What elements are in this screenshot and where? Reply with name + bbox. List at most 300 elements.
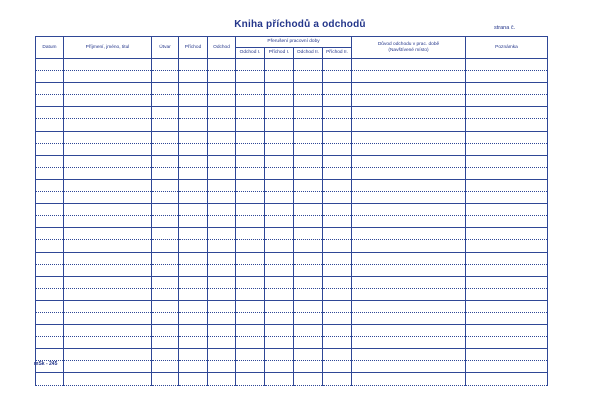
table-cell [208, 312, 236, 324]
table-cell [466, 288, 548, 300]
table-cell [323, 373, 352, 385]
table-cell [236, 361, 265, 373]
table-cell [323, 325, 352, 337]
table-cell [208, 179, 236, 191]
table-cell [236, 312, 265, 324]
table-cell [236, 95, 265, 107]
table-cell [179, 276, 208, 288]
page-title: Kniha příchodů a odchodů [234, 19, 366, 30]
table-row [36, 240, 548, 252]
table-cell [64, 143, 152, 155]
table-cell [152, 288, 179, 300]
table-cell [152, 300, 179, 312]
table-cell [352, 192, 466, 204]
table-cell [466, 361, 548, 373]
table-cell [294, 288, 323, 300]
table-row [36, 264, 548, 276]
table-cell [352, 95, 466, 107]
table-cell [64, 325, 152, 337]
table-cell [294, 83, 323, 95]
table-cell [208, 143, 236, 155]
table-cell [36, 300, 64, 312]
col-prichod: Příchod [179, 37, 208, 59]
table-cell [236, 107, 265, 119]
table-cell [36, 59, 64, 71]
table-cell [236, 204, 265, 216]
table-cell [265, 349, 294, 361]
table-cell [236, 240, 265, 252]
table-cell [179, 252, 208, 264]
table-row [36, 167, 548, 179]
table-cell [236, 228, 265, 240]
table-cell [323, 131, 352, 143]
form-code: mSk - 245 [34, 361, 58, 367]
attendance-table [35, 36, 548, 386]
table-cell [466, 59, 548, 71]
table-cell [152, 83, 179, 95]
table-cell [36, 216, 64, 228]
table-cell [466, 240, 548, 252]
table-cell [466, 337, 548, 349]
table-cell [294, 300, 323, 312]
table-cell [323, 179, 352, 191]
table-cell [179, 167, 208, 179]
table-row [36, 204, 548, 216]
table-cell [265, 264, 294, 276]
table-row [36, 95, 548, 107]
table-cell [265, 192, 294, 204]
table-cell [294, 192, 323, 204]
table-cell [466, 373, 548, 385]
table-cell [179, 155, 208, 167]
table-cell [36, 240, 64, 252]
table-cell [352, 155, 466, 167]
table-cell [352, 216, 466, 228]
table-cell [265, 95, 294, 107]
table-cell [64, 131, 152, 143]
table-cell [36, 167, 64, 179]
table-cell [265, 312, 294, 324]
table-cell [265, 276, 294, 288]
table-cell [352, 288, 466, 300]
table-cell [236, 252, 265, 264]
table-cell [294, 264, 323, 276]
table-row [36, 192, 548, 204]
table-cell [265, 143, 294, 155]
table-cell [323, 83, 352, 95]
table-cell [352, 119, 466, 131]
table-cell [265, 216, 294, 228]
table-cell [152, 131, 179, 143]
table-cell [179, 179, 208, 191]
table-cell [323, 228, 352, 240]
table-cell [208, 300, 236, 312]
table-cell [294, 155, 323, 167]
table-cell [179, 95, 208, 107]
table-cell [294, 325, 323, 337]
table-cell [179, 337, 208, 349]
table-cell [36, 337, 64, 349]
table-cell [208, 107, 236, 119]
table-cell [294, 228, 323, 240]
table-cell [236, 288, 265, 300]
table-cell [466, 216, 548, 228]
table-cell [152, 143, 179, 155]
table-cell [36, 83, 64, 95]
table-cell [466, 71, 548, 83]
table-cell [265, 288, 294, 300]
table-cell [265, 83, 294, 95]
table-cell [352, 204, 466, 216]
table-cell [352, 167, 466, 179]
table-cell [64, 179, 152, 191]
table-cell [152, 204, 179, 216]
table-cell [64, 95, 152, 107]
table-cell [152, 179, 179, 191]
table-row [36, 119, 548, 131]
table-row [36, 155, 548, 167]
table-row [36, 325, 548, 337]
table-cell [36, 228, 64, 240]
table-cell [352, 264, 466, 276]
table-row [36, 107, 548, 119]
table-cell [294, 204, 323, 216]
table-cell [179, 143, 208, 155]
table-cell [466, 264, 548, 276]
table-cell [152, 228, 179, 240]
col-poznamka: Poznámka [466, 37, 548, 59]
table-cell [36, 349, 64, 361]
table-cell [323, 312, 352, 324]
table-cell [36, 288, 64, 300]
table-cell [152, 325, 179, 337]
table-cell [64, 216, 152, 228]
table-cell [152, 276, 179, 288]
table-cell [208, 95, 236, 107]
table-cell [64, 167, 152, 179]
table-cell [236, 325, 265, 337]
table-cell [64, 107, 152, 119]
page-number-label: strana č. [494, 25, 516, 31]
table-cell [152, 155, 179, 167]
table-cell [64, 155, 152, 167]
table-cell [208, 349, 236, 361]
table-cell [152, 107, 179, 119]
table-cell [179, 228, 208, 240]
table-cell [179, 59, 208, 71]
table-cell [64, 119, 152, 131]
table-cell [323, 337, 352, 349]
table-cell [323, 155, 352, 167]
table-cell [294, 59, 323, 71]
table-cell [152, 349, 179, 361]
table-cell [294, 216, 323, 228]
table-cell [64, 252, 152, 264]
table-row [36, 252, 548, 264]
table-cell [323, 95, 352, 107]
table-cell [208, 252, 236, 264]
table-cell [236, 276, 265, 288]
table-cell [236, 373, 265, 385]
table-cell [466, 325, 548, 337]
table-row [36, 59, 548, 71]
table-cell [152, 264, 179, 276]
table-cell [236, 131, 265, 143]
table-cell [179, 312, 208, 324]
table-cell [208, 325, 236, 337]
table-cell [265, 131, 294, 143]
table-cell [64, 204, 152, 216]
table-cell [179, 83, 208, 95]
table-cell [179, 71, 208, 83]
table-cell [152, 373, 179, 385]
table-cell [208, 167, 236, 179]
table-cell [208, 119, 236, 131]
table-cell [265, 179, 294, 191]
table-cell [152, 119, 179, 131]
table-cell [265, 107, 294, 119]
table-cell [265, 240, 294, 252]
table-cell [294, 276, 323, 288]
table-cell [179, 361, 208, 373]
table-cell [323, 59, 352, 71]
table-cell [265, 71, 294, 83]
table-cell [179, 288, 208, 300]
table-cell [352, 349, 466, 361]
table-cell [294, 361, 323, 373]
table-cell [323, 204, 352, 216]
table-cell [466, 300, 548, 312]
table-row [36, 276, 548, 288]
table-cell [352, 71, 466, 83]
table-cell [208, 71, 236, 83]
table-cell [352, 240, 466, 252]
table-cell [36, 192, 64, 204]
table-cell [179, 373, 208, 385]
table-cell [466, 167, 548, 179]
table-cell [294, 179, 323, 191]
table-cell [208, 228, 236, 240]
table-cell [208, 337, 236, 349]
table-cell [64, 300, 152, 312]
table-cell [352, 107, 466, 119]
table-cell [179, 204, 208, 216]
col-prichod-2: Příchod II. [323, 48, 352, 59]
table-row [36, 228, 548, 240]
table-cell [64, 288, 152, 300]
col-duvod-line2: (Navštívené místo) [388, 47, 429, 53]
table-cell [466, 204, 548, 216]
table-cell [352, 252, 466, 264]
col-odchod-1: Odchod I. [236, 48, 265, 59]
table-cell [323, 264, 352, 276]
table-cell [64, 312, 152, 324]
table-cell [352, 131, 466, 143]
table-row [36, 373, 548, 385]
table-cell [466, 252, 548, 264]
table-cell [466, 312, 548, 324]
table-cell [236, 167, 265, 179]
table-cell [179, 131, 208, 143]
table-cell [294, 143, 323, 155]
table-cell [236, 143, 265, 155]
table-cell [323, 107, 352, 119]
table-cell [294, 119, 323, 131]
table-cell [466, 95, 548, 107]
table-cell [323, 167, 352, 179]
col-odchod: Odchod [208, 37, 236, 59]
table-cell [64, 240, 152, 252]
table-cell [236, 216, 265, 228]
table-cell [466, 143, 548, 155]
col-duvod [352, 37, 466, 59]
table-cell [36, 107, 64, 119]
table-cell [352, 143, 466, 155]
table-cell [323, 300, 352, 312]
table-cell [323, 288, 352, 300]
table-cell [265, 373, 294, 385]
table-cell [265, 252, 294, 264]
table-cell [179, 264, 208, 276]
table-cell [208, 155, 236, 167]
table-row [36, 349, 548, 361]
table-cell [265, 325, 294, 337]
table-cell [36, 204, 64, 216]
table-row [36, 361, 548, 373]
table-cell [323, 361, 352, 373]
table-cell [179, 107, 208, 119]
table-cell [294, 312, 323, 324]
table-cell [152, 167, 179, 179]
table-row [36, 143, 548, 155]
table-cell [152, 216, 179, 228]
table-cell [179, 240, 208, 252]
table-cell [64, 373, 152, 385]
table-cell [236, 155, 265, 167]
table-cell [36, 119, 64, 131]
table-cell [352, 179, 466, 191]
table-cell [466, 276, 548, 288]
table-cell [323, 240, 352, 252]
table-cell [36, 312, 64, 324]
table-cell [208, 131, 236, 143]
table-cell [64, 276, 152, 288]
table-cell [265, 119, 294, 131]
table-cell [294, 167, 323, 179]
col-preruseni: Přerušení pracovní doby [236, 37, 352, 48]
table-cell [152, 252, 179, 264]
table-cell [323, 216, 352, 228]
table-cell [152, 192, 179, 204]
table-cell [179, 300, 208, 312]
table-cell [323, 192, 352, 204]
table-body [36, 59, 548, 386]
table-cell [265, 155, 294, 167]
table-row [36, 216, 548, 228]
table-cell [64, 192, 152, 204]
table-cell [236, 349, 265, 361]
table-cell [294, 95, 323, 107]
table-cell [36, 325, 64, 337]
table-cell [208, 192, 236, 204]
table-cell [466, 131, 548, 143]
table-cell [352, 59, 466, 71]
table-cell [466, 192, 548, 204]
col-duvod-line1: Důvod odchodu v prac. době [377, 42, 440, 48]
table-cell [179, 119, 208, 131]
table-cell [294, 349, 323, 361]
table-cell [208, 204, 236, 216]
table-row [36, 312, 548, 324]
table-cell [352, 325, 466, 337]
table-row [36, 179, 548, 191]
table-row [36, 288, 548, 300]
table-cell [294, 107, 323, 119]
table-cell [265, 204, 294, 216]
table-cell [323, 119, 352, 131]
table-cell [36, 276, 64, 288]
table-cell [265, 228, 294, 240]
table-cell [466, 349, 548, 361]
table-cell [208, 361, 236, 373]
table-cell [466, 83, 548, 95]
table-row [36, 300, 548, 312]
table-cell [64, 349, 152, 361]
table-cell [294, 71, 323, 83]
table-cell [323, 276, 352, 288]
table-cell [466, 155, 548, 167]
table-cell [294, 252, 323, 264]
table-cell [265, 300, 294, 312]
table-cell [36, 252, 64, 264]
table-cell [64, 59, 152, 71]
table-cell [179, 192, 208, 204]
table-cell [323, 71, 352, 83]
table-cell [352, 373, 466, 385]
table-cell [352, 337, 466, 349]
table-cell [64, 264, 152, 276]
table-cell [36, 143, 64, 155]
table-cell [466, 119, 548, 131]
table-cell [152, 240, 179, 252]
col-odchod-2: Odchod II. [294, 48, 323, 59]
col-datum: Datum [36, 37, 64, 59]
table-cell [152, 71, 179, 83]
table-cell [352, 361, 466, 373]
table-cell [36, 264, 64, 276]
table-cell [64, 228, 152, 240]
table-cell [64, 71, 152, 83]
table-cell [152, 361, 179, 373]
table-cell [36, 131, 64, 143]
table-cell [352, 312, 466, 324]
table-cell [352, 276, 466, 288]
table-row [36, 83, 548, 95]
table-cell [294, 131, 323, 143]
table-row [36, 71, 548, 83]
table-cell [64, 361, 152, 373]
table-cell [208, 216, 236, 228]
table-cell [466, 107, 548, 119]
table-cell [265, 59, 294, 71]
table-cell [294, 337, 323, 349]
table-cell [466, 179, 548, 191]
table-cell [208, 373, 236, 385]
table-cell [265, 361, 294, 373]
table-cell [36, 95, 64, 107]
col-prichod-1: Příchod I. [265, 48, 294, 59]
table-cell [265, 167, 294, 179]
